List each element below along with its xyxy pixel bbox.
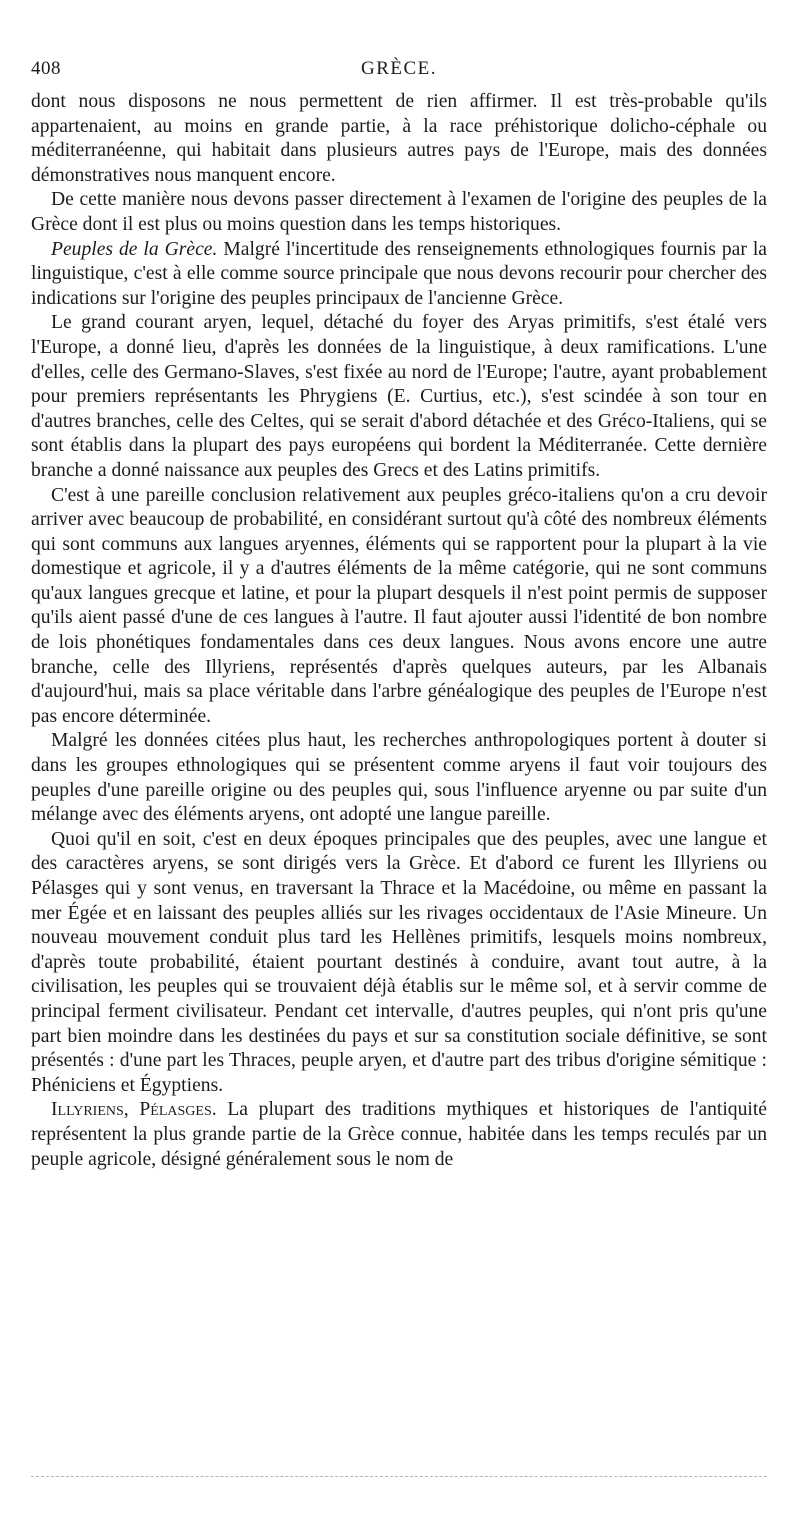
- paragraph-peuples-de-la-grece: [31, 238, 767, 312]
- paragraph-5: [31, 484, 767, 730]
- book-page: [31, 0, 767, 1518]
- paragraph-text: Le grand courant aryen, lequel, détaché du foyer des Aryas primitifs, s'est étalé vers l'Europe, a donné lieu, d'après les données de la linguistique, à deux ramifications. L'une d'elles, celle des Germano-Slaves, s'est fixée au nord de l'Europe; l'autre, ayant probablement pour premiers représentants les Phrygiens (E. Curtius, etc.), s'est scindée à son tour en d'autres branches, celle des Celtes, qui se serait d'abord détachée et des Gréco-Italiens, qui se sont établis dans la plupart des pays européens qui bordent la Méditerranée. Cette dernière branche a donné naissance aux peuples des Grecs et des Latins primitifs.: [31, 312, 767, 481]
- page-header: [31, 58, 767, 84]
- paragraph-4: [31, 311, 767, 483]
- paragraph-1: [31, 90, 767, 188]
- paragraph-text: Quoi qu'il en soit, c'est en deux époques principales que des peuples, avec une langue et des caractères aryens, se sont dirigés vers la Grèce. Et d'abord ce furent les Illyriens ou Pélasges qui y sont venus, en traversant la Thrace et la Macédoine, ou même en passant la mer Égée et en laissant des peuples alliés sur les rivages occidentaux de l'Asie Mineure. Un nouveau mouvement conduit plus tard les Hellènes primitifs, lesquels moins nombreux, d'après toute probabilité, étaient pourtant destinés à conduire, avant tout autre, à la civilisation, les peuples qui se trouvaient déjà établis sur le même sol, et à servir comme de principal ferment civilisateur. Pendant cet intervalle, d'autres peuples, qui n'ont pris qu'une part bien moindre dans les destinées du pays et sur sa constitution sociale définitive, se sont présentés : d'une part les Thraces, peuple aryen, et d'autre part des tribus d'origine sémitique : Phéniciens et Égyptiens.: [31, 828, 767, 1096]
- body-text: [31, 90, 767, 1172]
- paragraph-6: [31, 729, 767, 827]
- paragraph-text: La plupart des traditions mythiques et historiques de l'antiquité représentent la plus grande partie de la Grèce connue, habitée dans les temps reculés par un peuple agricole, désigné généralement sous le nom de: [31, 1099, 767, 1170]
- section-runin-heading: Peuples de la Grèce.: [51, 238, 218, 260]
- footer-dotted-rule: [31, 1476, 767, 1477]
- paragraph-text: C'est à une pareille conclusion relativement aux peuples gréco-italiens qu'on a cru devoir arriver avec beaucoup de probabilité, en considérant surtout qu'à côté des nombreux éléments qui sont communs aux langues aryennes, éléments qui se rapportent pour la plupart à la vie domestique et agricole, il y a d'autres éléments de la même catégorie, qui ne sont communs qu'aux langues grecque et latine, et pour la plupart desquels il n'est point permis de supposer qu'ils aient passé d'une de ces langues à l'autre. Il faut ajouter aussi l'identité de bon nombre de lois phonétiques fondamentales dans ces deux langues. Nous avons encore une autre branche, celle des Illyriens, représentés d'après quelques auteurs, par les Albanais d'aujourd'hui, mais sa place véritable dans l'arbre généalogique des peuples de l'Europe n'est pas encore déterminée.: [31, 484, 767, 727]
- paragraph-text: dont nous disposons ne nous permettent de rien affirmer. Il est très-probable qu'ils appartenaient, au moins en grande partie, à la race préhistorique dolicho-céphale ou méditerranéenne, qui habitait dans plusieurs autres pays de l'Europe, mais des données démonstratives nous manquent encore.: [31, 91, 767, 186]
- section-runin-heading: Illyriens, Pélasges.: [51, 1099, 217, 1121]
- paragraph-text: De cette manière nous devons passer directement à l'examen de l'origine des peuples de la Grèce dont il est plus ou moins question dans les temps historiques.: [31, 189, 767, 235]
- paragraph-illyriens-pelasges: [31, 1098, 767, 1172]
- paragraph-7: [31, 828, 767, 1099]
- paragraph-text: Malgré l'incertitude des renseignements ethnologiques fournis par la linguistique, c'est à elle comme source principale que nous devons recourir pour chercher des indications sur l'origine des peuples principaux de l'ancienne Grèce.: [31, 238, 767, 309]
- page-number: 408: [31, 58, 61, 79]
- running-title: GRÈCE.: [360, 58, 438, 79]
- paragraph-2: [31, 188, 767, 237]
- paragraph-text: Malgré les données citées plus haut, les recherches anthropologiques portent à douter si dans les groupes ethnologiques qui se présentent comme aryens il faut voir toujours des peuples d'une pareille origine ou des peuples qui, sous l'influence aryenne ou par suite d'un mélange avec des éléments aryens, ont adopté une langue pareille.: [31, 730, 767, 826]
